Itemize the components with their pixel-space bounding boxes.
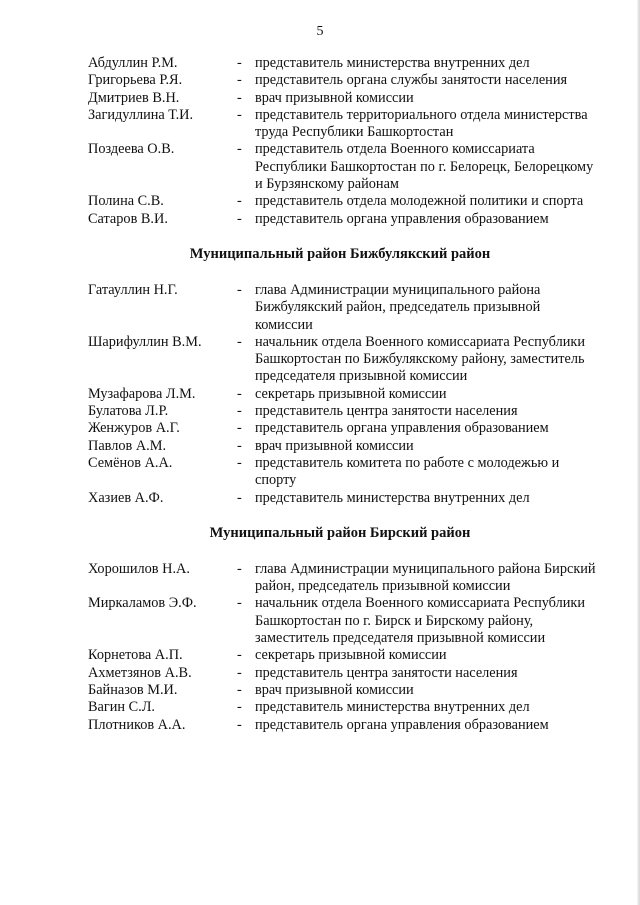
section-heading: Муниципальный район Бижбулякский район [189, 245, 491, 262]
member-row [0, 682, 640, 699]
section-bizhbulyak [0, 282, 640, 507]
member-name: Музафарова Л.М. [88, 385, 196, 402]
member-role: представитель министерства внутренних дел [255, 699, 530, 716]
member-name: Ахметзянов А.В. [88, 664, 192, 681]
member-dash: - [237, 454, 242, 471]
page-number: 5 [316, 24, 324, 39]
member-row [0, 561, 640, 596]
member-dash: - [237, 141, 242, 158]
member-name: Григорьева Р.Я. [88, 72, 183, 89]
spacer [0, 542, 640, 561]
member-role: представитель отдела молодежной политики и спорта [255, 193, 584, 210]
member-row [0, 403, 640, 420]
member-row [0, 595, 640, 647]
member-row [0, 490, 640, 507]
member-name: Загидуллина Т.И. [88, 106, 194, 123]
section-birsk [0, 561, 640, 734]
member-name: Байназов М.И. [88, 681, 178, 698]
member-role: глава Администрации муниципального района Бижбулякский район, председатель призывной комиссии [255, 281, 541, 333]
member-name: Семёнов А.А. [88, 454, 173, 471]
member-row [0, 699, 640, 716]
member-role: представитель министерства внутренних дел [255, 489, 530, 506]
member-name: Сатаров В.И. [88, 210, 168, 227]
member-dash: - [237, 55, 242, 71]
member-role: представитель комитета по работе с молодежью и спорту [255, 454, 560, 489]
member-dash: - [237, 664, 242, 681]
member-row [0, 334, 640, 386]
member-row [0, 438, 640, 455]
member-row [0, 647, 640, 664]
member-name: Миркаламов Э.Ф. [88, 595, 197, 612]
member-dash: - [237, 193, 242, 210]
member-role: представитель органа службы занятости населения [255, 72, 568, 89]
section-continued [0, 55, 640, 228]
member-name: Дмитриев В.Н. [88, 89, 180, 106]
member-name: Абдуллин Р.М. [88, 55, 178, 71]
member-dash: - [237, 489, 242, 506]
member-role: секретарь призывной комиссии [255, 385, 447, 402]
member-name: Поздеева О.В. [88, 141, 175, 158]
member-dash: - [237, 647, 242, 664]
member-role: представитель отдела Военного комиссариата Республики Башкортостан по г. Белорецк, Белорецкому и Бурзянскому районам [255, 141, 594, 193]
spacer [0, 228, 640, 245]
member-dash: - [237, 89, 242, 106]
member-role: начальник отдела Военного комиссариата Республики Башкортостан по Бижбулякскому району, заместитель председателя призывной комиссии [255, 333, 585, 385]
member-dash: - [237, 560, 242, 577]
member-row [0, 282, 640, 334]
member-role: врач призывной комиссии [255, 89, 414, 106]
member-row [0, 420, 640, 437]
member-name: Хазиев А.Ф. [88, 489, 164, 506]
member-name: Шарифуллин В.М. [88, 333, 202, 350]
member-name: Булатова Л.Р. [88, 403, 169, 420]
member-row [0, 55, 640, 72]
member-row [0, 455, 640, 490]
spacer [0, 263, 640, 282]
member-row [0, 193, 640, 210]
member-dash: - [237, 385, 242, 402]
member-dash: - [237, 437, 242, 454]
member-dash: - [237, 699, 242, 716]
member-dash: - [237, 716, 242, 733]
section-heading: Муниципальный район Бирский район [209, 524, 471, 541]
member-role: секретарь призывной комиссии [255, 647, 447, 664]
member-role: врач призывной комиссии [255, 437, 414, 454]
member-dash: - [237, 281, 242, 298]
member-role: представитель территориального отдела министерства труда Республики Башкортостан [255, 106, 588, 141]
member-role: представитель министерства внутренних дел [255, 55, 530, 71]
member-name: Павлов А.М. [88, 437, 167, 454]
member-dash: - [237, 681, 242, 698]
member-role: представитель органа управления образованием [255, 716, 549, 733]
member-dash: - [237, 72, 242, 89]
document-body [0, 55, 640, 734]
member-role: врач призывной комиссии [255, 681, 414, 698]
member-name: Вагин С.Л. [88, 699, 156, 716]
member-dash: - [237, 333, 242, 350]
member-row [0, 107, 640, 142]
member-dash: - [237, 403, 242, 420]
member-role: представитель центра занятости населения [255, 664, 518, 681]
member-name: Женжуров А.Г. [88, 420, 180, 437]
member-dash: - [237, 595, 242, 612]
spacer [0, 507, 640, 524]
member-name: Хорошилов Н.А. [88, 560, 190, 577]
member-row [0, 141, 640, 193]
member-row [0, 717, 640, 734]
member-role: начальник отдела Военного комиссариата Республики Башкортостан по г. Бирск и Бирскому району, заместитель председателя призывной комиссии [255, 595, 585, 647]
member-row [0, 211, 640, 228]
member-row [0, 72, 640, 89]
member-row [0, 665, 640, 682]
member-role: представитель органа управления образованием [255, 210, 549, 227]
member-role: представитель центра занятости населения [255, 403, 518, 420]
member-row [0, 90, 640, 107]
member-role: глава Администрации муниципального района Бирский район, председатель призывной комиссии [255, 560, 596, 595]
member-dash: - [237, 420, 242, 437]
member-name: Полина С.В. [88, 193, 164, 210]
member-name: Гатауллин Н.Г. [88, 281, 178, 298]
member-dash: - [237, 210, 242, 227]
member-role: представитель органа управления образованием [255, 420, 549, 437]
member-name: Корнетова А.П. [88, 647, 183, 664]
member-row [0, 386, 640, 403]
member-name: Плотников А.А. [88, 716, 186, 733]
member-dash: - [237, 106, 242, 123]
